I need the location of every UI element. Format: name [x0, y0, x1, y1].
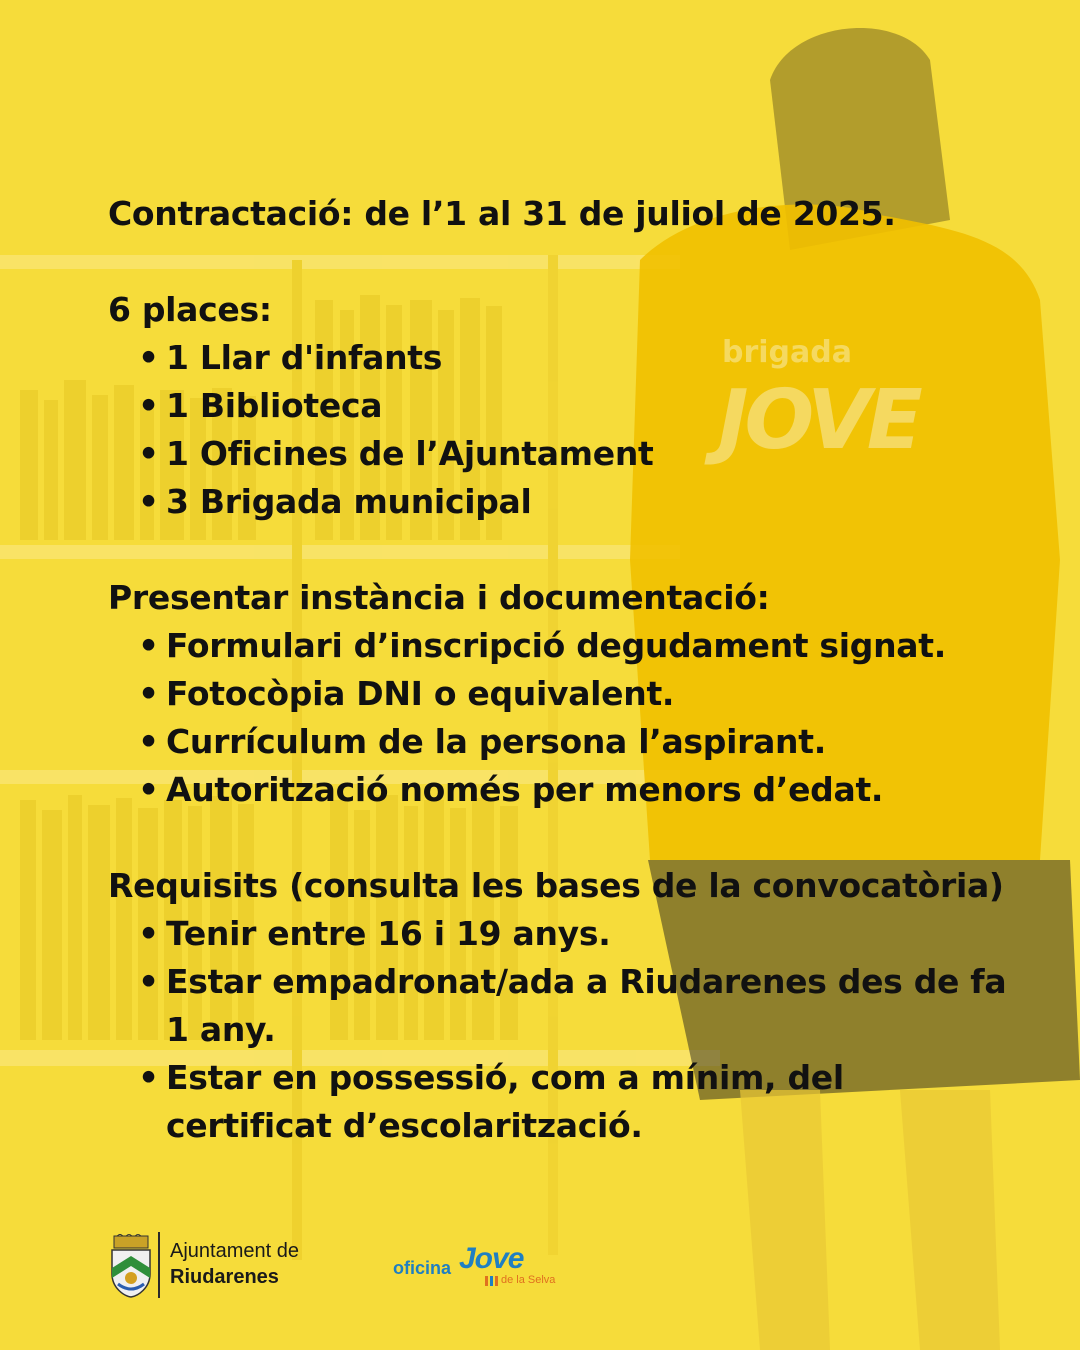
documents-list [108, 622, 1008, 814]
shirt-print-jove: JOVE [718, 373, 919, 468]
list-item: • Formulari d’inscripció degudament signat. [166, 622, 1008, 670]
shirt-print-brigada: brigada [722, 335, 852, 370]
list-item: • 1 Biblioteca [166, 382, 1008, 430]
ajuntament-name-line2: Riudarenes [170, 1266, 279, 1288]
documents-heading: Presentar instància i documentació: [108, 578, 770, 617]
municipal-crest-icon [108, 1234, 154, 1298]
list-item: • Currículum de la persona l’aspirant. [166, 718, 1008, 766]
list-item: • Tenir entre 16 i 19 anys. [166, 910, 1008, 958]
requirements-heading: Requisits (consulta les bases de la convocatòria) [108, 866, 1004, 905]
ajuntament-name-line1: Ajuntament de [170, 1240, 299, 1262]
jove-word: Jove [459, 1242, 524, 1275]
places-heading: 6 places: [108, 290, 272, 329]
oficina-jove-logo [393, 1240, 593, 1300]
footer [108, 1228, 628, 1304]
list-item: • 1 Oficines de l’Ajuntament [166, 430, 1008, 478]
list-item: • 1 Llar d'infants [166, 334, 1008, 382]
list-item: • Autorització només per menors d’edat. [166, 766, 1008, 814]
list-item: • Estar empadronat/ada a Riudarenes des de fa 1 any. [166, 958, 1008, 1054]
list-item: • Fotocòpia DNI o equivalent. [166, 670, 1008, 718]
list-item: • Estar en possessió, com a mínim, del certificat d’escolarització. [166, 1054, 1008, 1150]
color-bars-icon [485, 1276, 499, 1286]
list-item: • 3 Brigada municipal [166, 478, 1008, 526]
footer-divider [158, 1232, 160, 1298]
contract-period-heading: Contractació: de l’1 al 31 de juliol de 2025. [108, 194, 896, 233]
selva-word: de la Selva [501, 1274, 556, 1286]
oficina-word: oficina [393, 1258, 452, 1278]
main-content [108, 190, 1008, 1198]
requirements-list [108, 910, 1008, 1150]
places-list [108, 334, 1008, 526]
